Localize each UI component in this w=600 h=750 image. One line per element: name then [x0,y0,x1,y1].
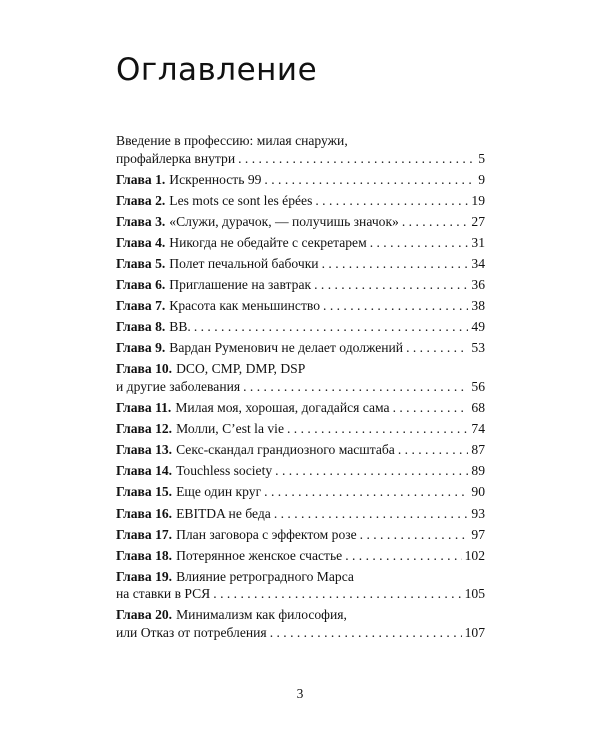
chapter-label: Глава 16. [116,505,173,521]
chapter-title: План заговора с эффектом розе [176,526,357,542]
chapter-title: ВВ. [169,319,191,335]
dot-leader [213,585,461,603]
chapter-label: Глава 20. [116,607,173,623]
dot-leader [287,420,468,438]
chapter-page-number: 5 [478,150,485,166]
dot-leader [393,399,469,417]
chapter-label: Глава 7. [116,298,166,314]
toc-entry[interactable] [116,606,485,641]
dot-leader [402,213,469,231]
toc-entry[interactable] [116,505,485,523]
toc-entry[interactable] [116,420,485,438]
dot-leader [238,150,475,168]
chapter-page-number: 38 [471,298,485,314]
chapter-label: Глава 15. [116,484,173,500]
chapter-title: Les mots ce sont les épées [169,192,313,208]
toc-entry[interactable] [116,399,485,417]
toc-entry[interactable] [116,526,485,544]
chapter-title: Вардан Руменович не делает одолжений [169,340,404,356]
chapter-title: профайлерка внутри [116,150,236,166]
chapter-title-first-line: Влияние ретроградного Марса [176,568,354,584]
dot-leader [345,547,461,565]
chapter-page-number: 89 [471,463,485,479]
chapter-page-number: 31 [471,234,485,250]
chapter-label: Глава 4. [116,234,166,250]
chapter-label: Глава 5. [116,255,166,271]
toc-entry[interactable] [116,483,485,501]
chapter-page-number: 107 [464,624,485,640]
toc-entry[interactable] [116,462,485,480]
dot-leader [314,276,468,294]
toc-entry[interactable] [116,441,485,459]
chapter-page-number: 34 [471,255,485,271]
chapter-title-first-line: DCO, CMP, DMP, DSP [176,361,306,377]
dot-leader [406,339,468,357]
chapter-label: Глава 2. [116,192,166,208]
chapter-title: на ставки в РСЯ [116,586,211,602]
chapter-title: EBITDA не беда [176,505,271,521]
dot-leader [398,441,469,459]
chapter-label: Глава 8. [116,319,166,335]
toc-entry[interactable] [116,318,485,336]
dot-leader [264,483,468,501]
chapter-title: «Служи, дурачок, — получишь значок» [169,213,399,229]
chapter-label: Глава 9. [116,340,166,356]
chapter-page-number: 68 [471,400,485,416]
chapter-title: или Отказ от потребления [116,624,267,640]
chapter-page-number: 87 [471,442,485,458]
page-title: Оглавление [116,52,318,88]
toc-entry[interactable] [116,360,485,395]
chapter-title-first-line: Минимализм как философия, [176,607,347,623]
chapter-page-number: 49 [471,319,485,335]
toc-entry[interactable] [116,234,485,252]
chapter-page-number: 105 [464,586,485,602]
chapter-label: Глава 1. [116,171,166,187]
chapter-label: Глава 3. [116,213,166,229]
toc-entry[interactable] [116,276,485,294]
chapter-title: Полет печальной бабочки [169,255,319,271]
dot-leader [275,462,468,480]
toc-entry[interactable] [116,547,485,565]
chapter-page-number: 19 [471,192,485,208]
chapter-title: и другие заболевания [116,378,241,394]
chapter-page-number: 93 [471,505,485,521]
chapter-page-number: 36 [471,277,485,293]
toc-entry[interactable] [116,339,485,357]
chapter-page-number: 97 [471,526,485,542]
dot-leader [323,297,468,315]
chapter-title: Touchless society [176,463,273,479]
dot-leader [322,255,469,273]
chapter-page-number: 102 [464,547,485,563]
page-number: 3 [296,686,304,701]
table-of-contents [116,132,485,645]
chapter-label: Глава 17. [116,526,173,542]
chapter-label: Глава 13. [116,442,173,458]
dot-leader [315,192,468,210]
chapter-title: Искренность 99 [169,171,262,187]
toc-entry[interactable] [116,171,485,189]
chapter-title: Милая моя, хорошая, догадайся сама [175,400,390,416]
chapter-page-number: 56 [471,378,485,394]
dot-leader [270,624,462,642]
chapter-title: Никогда не обедайте с секретарем [169,234,367,250]
chapter-page-number: 9 [478,171,485,187]
chapter-page-number: 74 [471,421,485,437]
toc-entry[interactable] [116,297,485,315]
dot-leader [370,234,469,252]
dot-leader [243,378,468,396]
chapter-title: Еще один круг [176,484,262,500]
chapter-label: Глава 12. [116,421,173,437]
toc-entry[interactable] [116,192,485,210]
dot-leader [360,526,469,544]
toc-entry[interactable] [116,255,485,273]
chapter-label: Глава 11. [116,400,172,416]
chapter-label: Глава 6. [116,277,166,293]
dot-leader [274,505,469,523]
chapter-title-first-line: Введение в профессию: милая снаружи, [116,133,348,148]
chapter-label: Глава 18. [116,547,173,563]
dot-leader [194,318,469,336]
chapter-page-number: 27 [471,213,485,229]
chapter-title: Приглашение на завтрак [169,277,312,293]
chapter-title: Потерянное женское счастье [176,547,343,563]
toc-entry[interactable] [116,132,485,167]
dot-leader [264,171,475,189]
toc-entry[interactable] [116,568,485,603]
chapter-title: Секс-скандал грандиозного масштаба [176,442,395,458]
chapter-title: Красота как меньшинство [169,298,321,314]
chapter-label: Глава 19. [116,568,173,584]
chapter-page-number: 90 [471,484,485,500]
chapter-label: Глава 10. [116,361,173,377]
toc-entry[interactable] [116,213,485,231]
chapter-page-number: 53 [471,340,485,356]
chapter-label: Глава 14. [116,463,173,479]
chapter-title: Молли, C’est la vie [176,421,284,437]
